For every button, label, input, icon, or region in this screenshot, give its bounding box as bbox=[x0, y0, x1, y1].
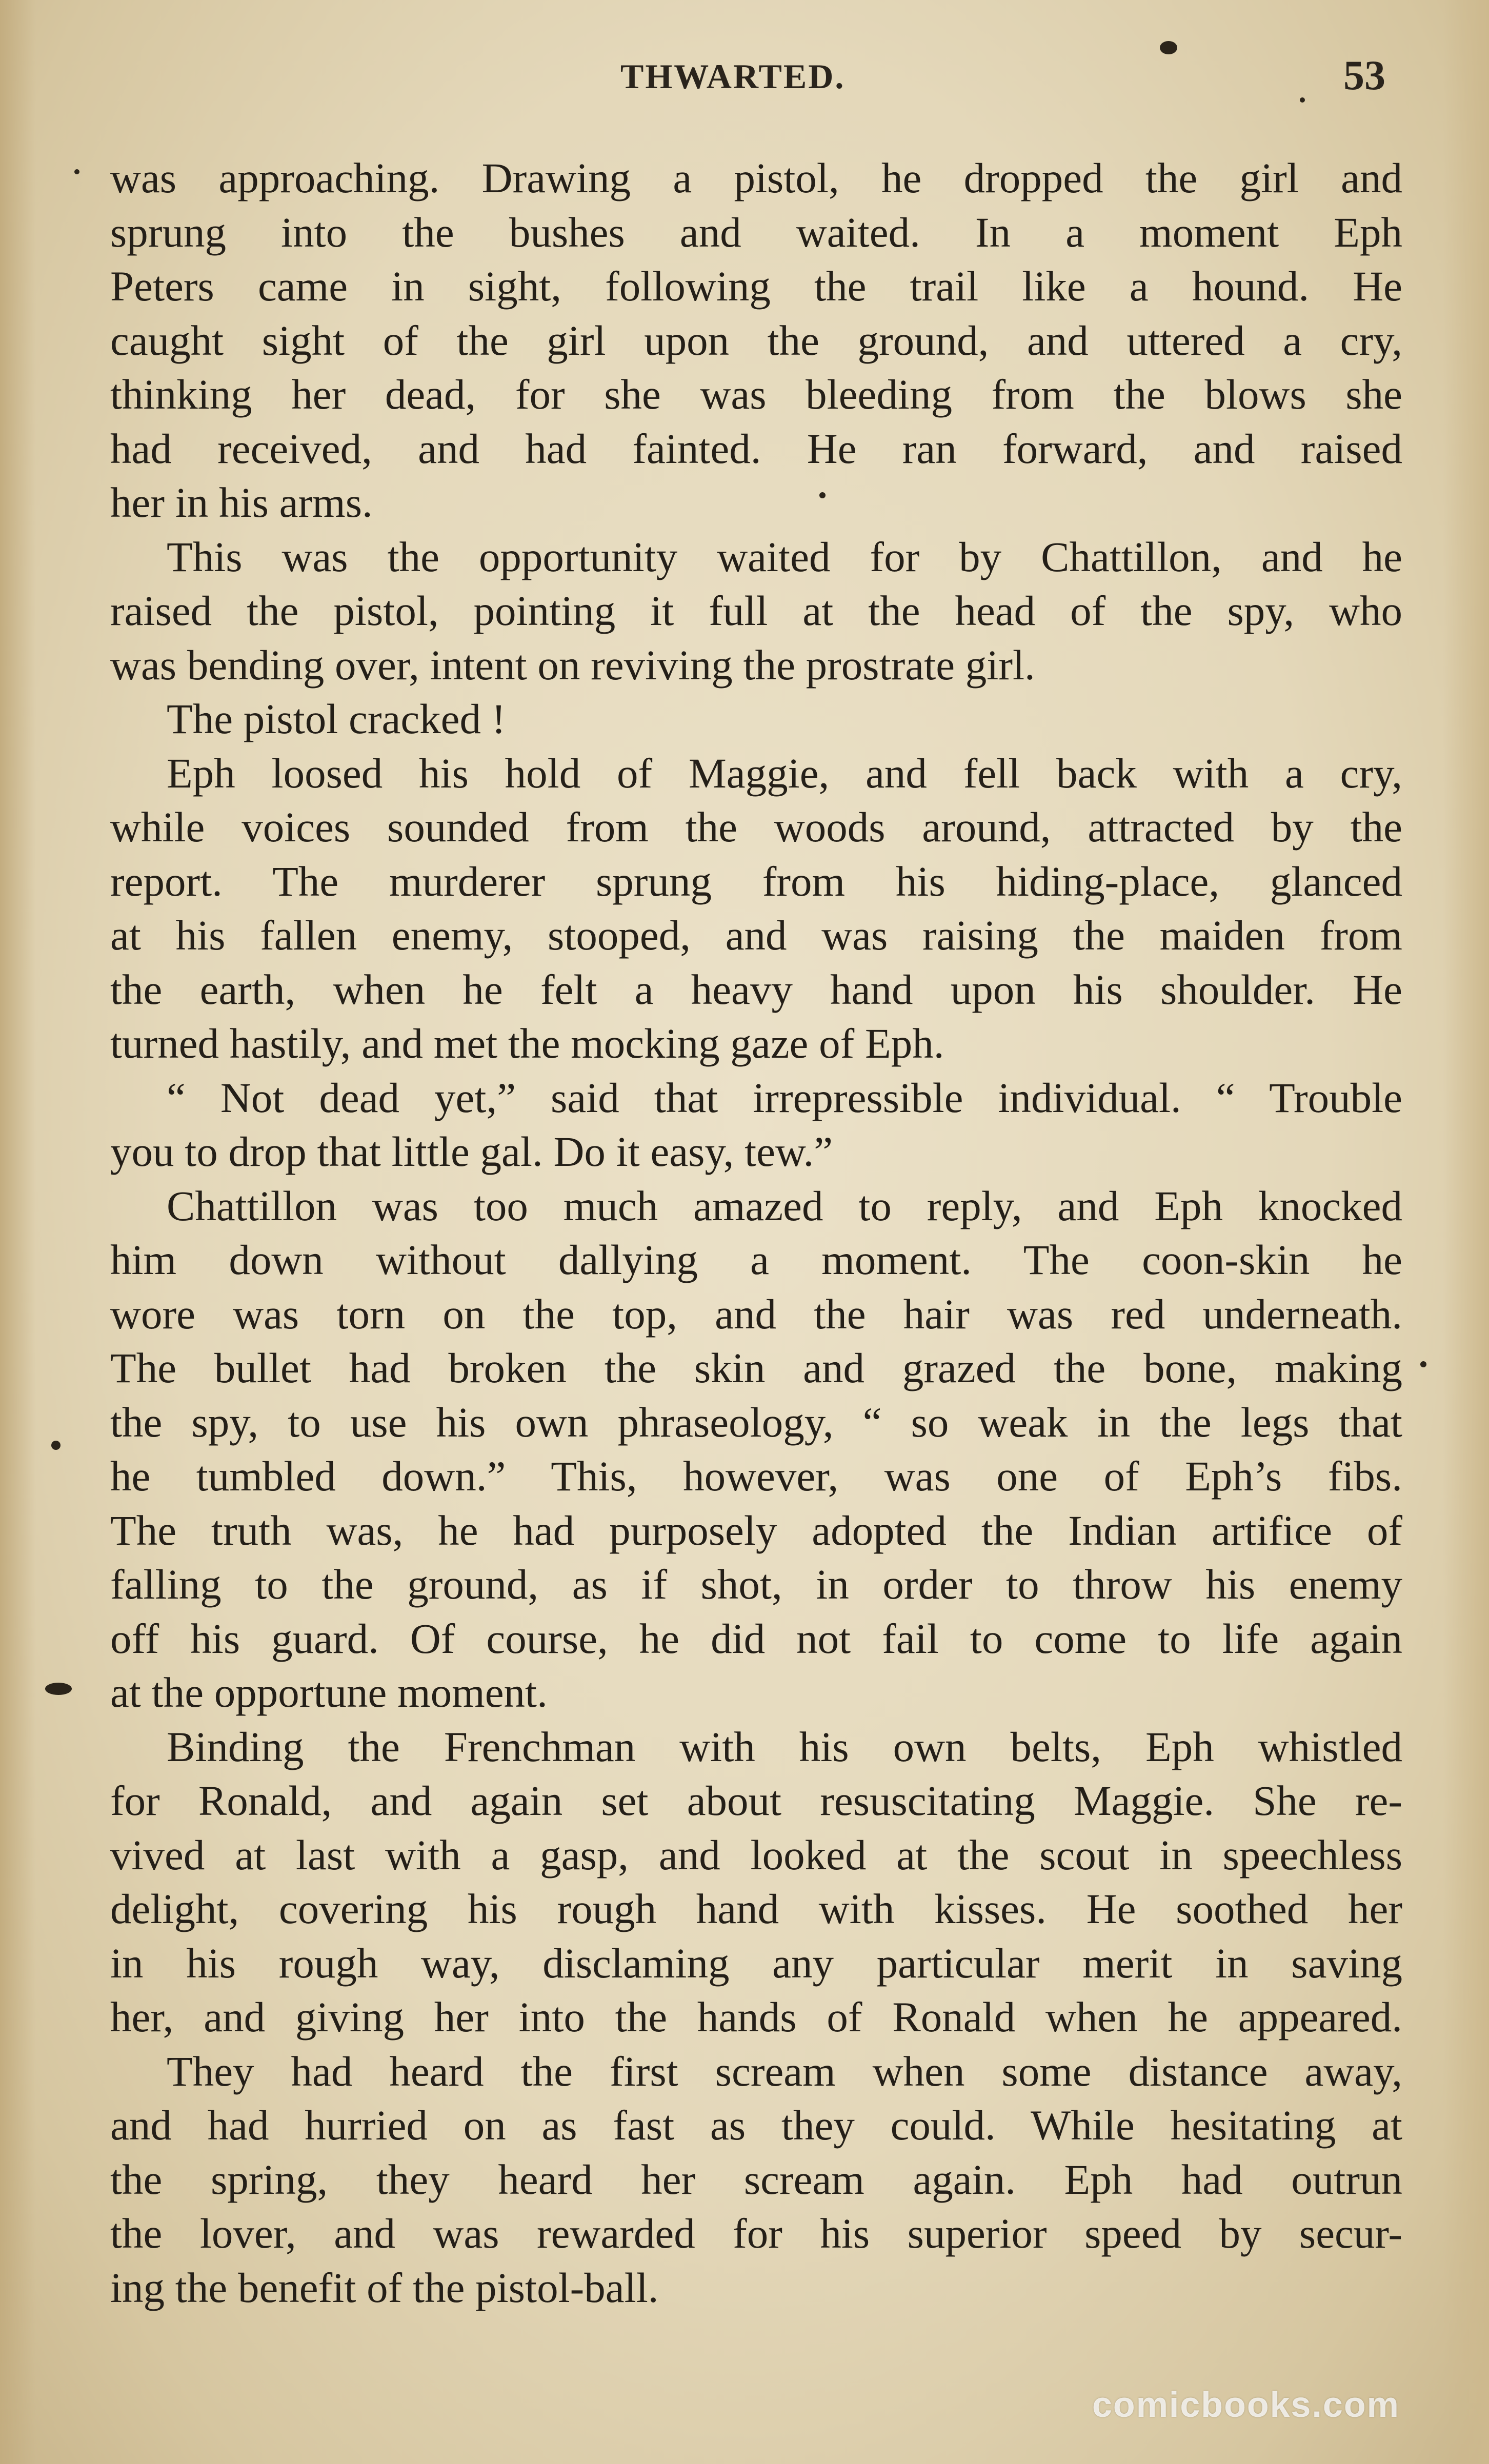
text-line: had received, and had fainted. He ran forward, and raised bbox=[110, 425, 1402, 472]
text-line: the spy, to use his own phraseology, “ so weak in the legs that bbox=[110, 1398, 1402, 1446]
text-line: at his fallen enemy, stooped, and was raising the maiden from bbox=[110, 912, 1402, 959]
text-line: “ Not dead yet,” said that irrepressible individual. “ Trouble bbox=[167, 1074, 1402, 1121]
watermark: comicbooks.com bbox=[1092, 2385, 1400, 2425]
text-line: The pistol cracked ! bbox=[167, 695, 506, 742]
text-line: the earth, when he felt a heavy hand upon his shoulder. He bbox=[110, 965, 1402, 1013]
text-line: The truth was, he had purposely adopted the Indian artifice of bbox=[110, 1506, 1402, 1554]
running-title: THWARTED. bbox=[620, 57, 846, 96]
ink-speck bbox=[1300, 97, 1305, 103]
page-edge-shadow-right bbox=[1443, 0, 1489, 2464]
text-line: at the opportune moment. bbox=[110, 1669, 548, 1716]
text-line: sprung into the bushes and waited. In a moment Eph bbox=[110, 208, 1402, 256]
text-line: and had hurried on as fast as they could. While hesitating at bbox=[110, 2102, 1402, 2149]
text-line: he tumbled down.” This, however, was one of Eph’s fibs. bbox=[110, 1452, 1402, 1500]
text-line: while voices sounded from the woods around, attracted by the bbox=[110, 803, 1402, 851]
text-line: for Ronald, and again set about resuscitating Maggie. She re- bbox=[110, 1777, 1402, 1824]
page-edge-shadow-left bbox=[0, 0, 36, 2464]
text-line: wore was torn on the top, and the hair was red underneath. bbox=[110, 1290, 1402, 1338]
ink-speck bbox=[51, 1441, 61, 1450]
ink-speck bbox=[74, 169, 79, 174]
running-header bbox=[0, 51, 1489, 108]
text-line: off his guard. Of course, he did not fail to come to life again bbox=[110, 1614, 1402, 1662]
text-line: was approaching. Drawing a pistol, he dropped the girl and bbox=[110, 154, 1402, 201]
text-line: thinking her dead, for she was bleeding from the blows she bbox=[110, 371, 1402, 418]
text-line: delight, covering his rough hand with kisses. He soothed her bbox=[110, 1885, 1402, 1932]
text-line: the lover, and was rewarded for his superior speed by secur- bbox=[110, 2210, 1402, 2257]
ink-speck bbox=[1420, 1361, 1426, 1367]
text-line: caught sight of the girl upon the ground, and uttered a cry, bbox=[110, 316, 1402, 364]
text-line: the spring, they heard her scream again. Eph had outrun bbox=[110, 2155, 1402, 2203]
text-line: Binding the Frenchman with his own belts, Eph whistled bbox=[167, 1723, 1402, 1770]
text-line: This was the opportunity waited for by Chattillon, and he bbox=[167, 533, 1402, 580]
text-line: falling to the ground, as if shot, in order to throw his enemy bbox=[110, 1561, 1402, 1608]
text-line: Peters came in sight, following the trail like a hound. He bbox=[110, 262, 1402, 310]
text-line: The bullet had broken the skin and grazed the bone, making bbox=[110, 1344, 1402, 1391]
text-line: ing the benefit of the pistol-ball. bbox=[110, 2264, 659, 2311]
ink-speck bbox=[1160, 41, 1177, 54]
text-line: They had heard the first scream when some distance away, bbox=[167, 2047, 1402, 2095]
text-line: Chattillon was too much amazed to reply, and Eph knocked bbox=[167, 1182, 1402, 1229]
text-line: raised the pistol, pointing it full at the head of the spy, who bbox=[110, 587, 1402, 634]
ink-speck bbox=[819, 492, 826, 498]
text-line: in his rough way, disclaming any particular merit in saving bbox=[110, 1939, 1402, 1987]
text-line: was bending over, intent on reviving the prostrate girl. bbox=[110, 641, 1035, 689]
text-line: you to drop that little gal. Do it easy, tew.” bbox=[110, 1128, 833, 1175]
text-line: her in his arms. bbox=[110, 479, 373, 526]
text-line: him down without dallying a moment. The coon-skin he bbox=[110, 1236, 1402, 1283]
page-number: 53 bbox=[1343, 52, 1385, 98]
text-line: report. The murderer sprung from his hiding-place, glanced bbox=[110, 857, 1402, 905]
body-text bbox=[110, 151, 1402, 2315]
text-line: turned hastily, and met the mocking gaze of Eph. bbox=[110, 1020, 944, 1067]
text-line: Eph loosed his hold of Maggie, and fell back with a cry, bbox=[167, 749, 1402, 797]
ink-speck bbox=[45, 1683, 72, 1695]
text-line: vived at last with a gasp, and looked at the scout in speechless bbox=[110, 1831, 1402, 1879]
text-line: her, and giving her into the hands of Ronald when he appeared. bbox=[110, 1993, 1402, 2041]
